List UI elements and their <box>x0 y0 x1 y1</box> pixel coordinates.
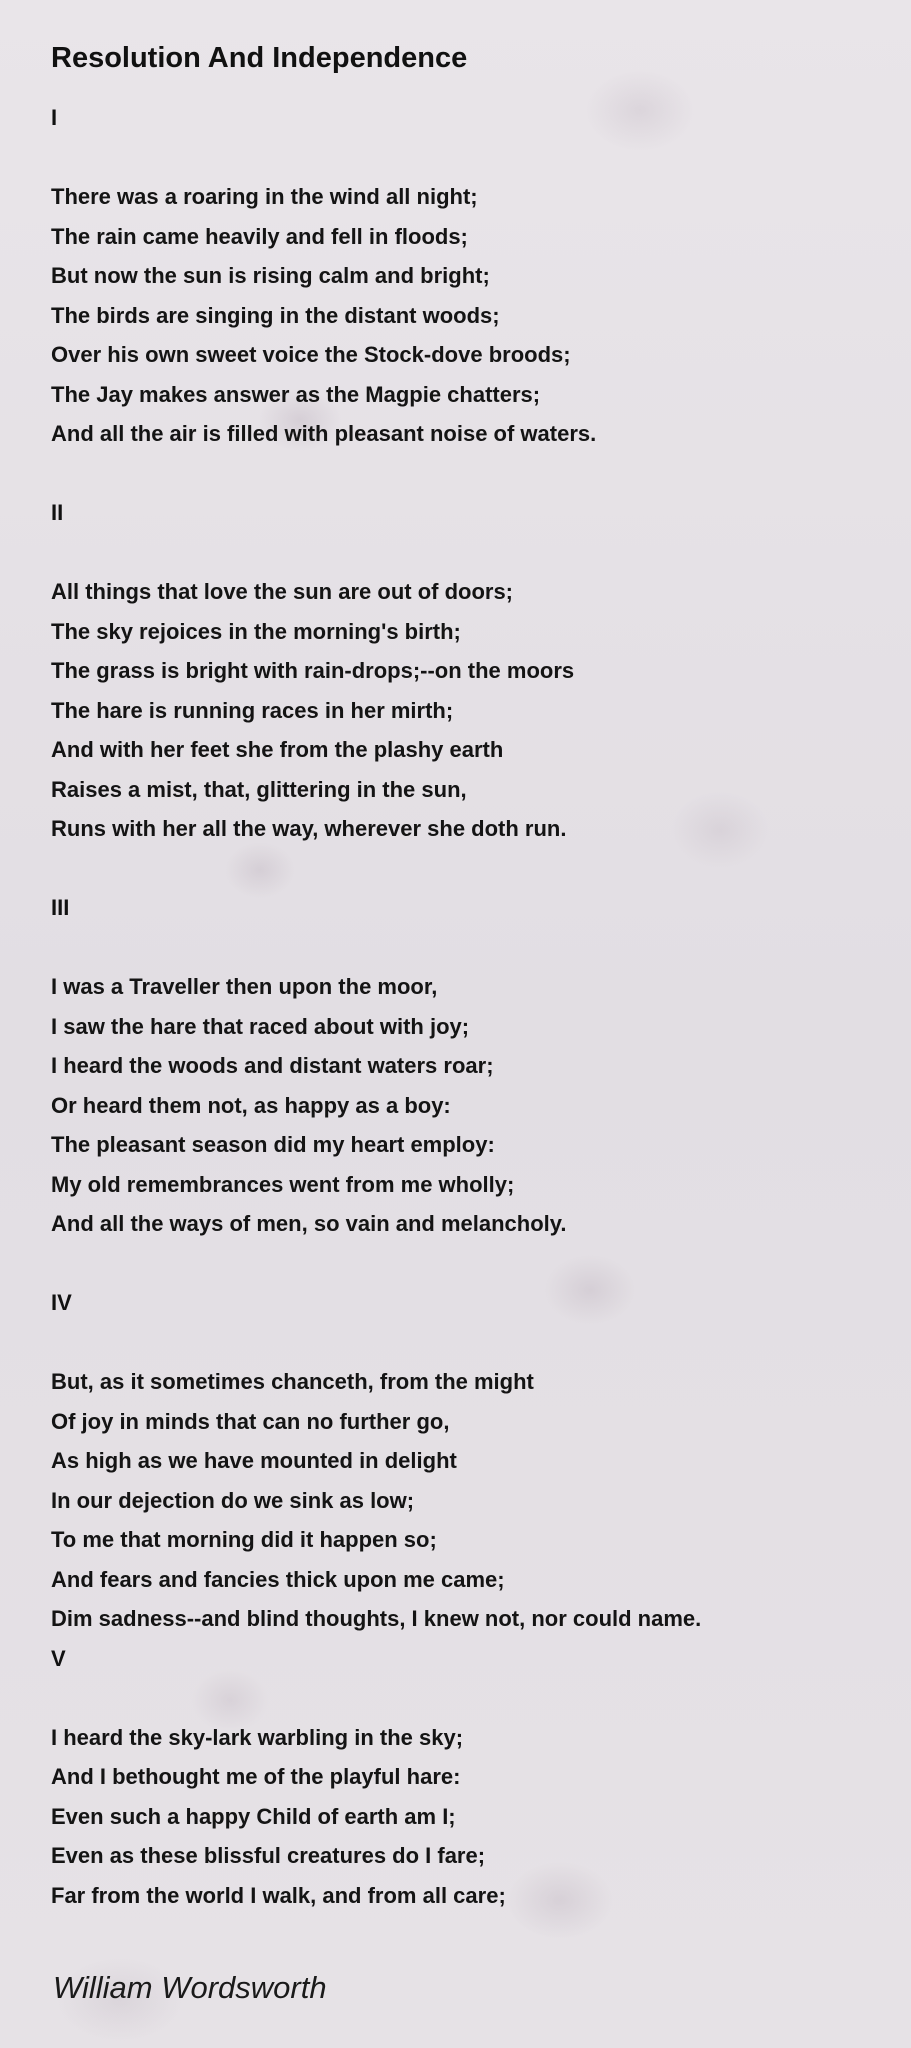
poem-line: I heard the sky-lark warbling in the sky; <box>51 1724 464 1750</box>
stanza-spacer <box>51 849 891 889</box>
poem-line: The hare is running races in her mirth; <box>51 697 454 723</box>
poem-line: But now the sun is rising calm and bright; <box>51 263 490 288</box>
poem-line: The sky rejoices in the morning's birth; <box>51 618 461 644</box>
poem-line: All things that love the sun are out of doors; <box>51 579 514 604</box>
stanza-spacer <box>51 454 891 494</box>
poem-line: And I bethought me of the playful hare: <box>51 1764 461 1789</box>
poem-line: I was a Traveller then upon the moor, <box>51 974 438 999</box>
stanza-spacer <box>51 1678 891 1718</box>
title-spacer <box>51 78 891 98</box>
poem-line: Raises a mist, that, glittering in the sun, <box>51 776 467 802</box>
poem-line: There was a roaring in the wind all night; <box>51 184 478 209</box>
poem-line: Runs with her all the way, wherever she doth run. <box>51 816 567 841</box>
poem-line: I heard the woods and distant waters roar; <box>51 1053 494 1078</box>
poem-line: As high as we have mounted in delight <box>51 1448 457 1473</box>
poem-line: The rain came heavily and fell in floods; <box>51 223 468 249</box>
stanza-heading: III <box>51 895 70 920</box>
poem-line: Far from the world I walk, and from all care; <box>51 1882 506 1908</box>
poem-line: Even such a happy Child of earth am I; <box>51 1803 456 1829</box>
stanza-heading: I <box>51 105 58 130</box>
poem-line: Or heard them not, as happy as a boy: <box>51 1092 451 1118</box>
poem-line: And all the ways of men, so vain and melancholy. <box>51 1211 567 1236</box>
stanza-2 <box>51 493 891 888</box>
poem-line: I saw the hare that raced about with joy; <box>51 1013 470 1039</box>
poem-line: My old remembrances went from me wholly; <box>51 1171 515 1197</box>
stanza-spacer <box>51 533 891 573</box>
poem-line: And all the air is filled with pleasant noise of waters. <box>51 421 597 446</box>
poem-line: But, as it sometimes chanceth, from the might <box>51 1369 534 1394</box>
stanza-spacer <box>51 1244 891 1284</box>
poem-line: Of joy in minds that can no further go, <box>51 1408 450 1434</box>
poem-line: The grass is bright with rain-drops;--on the moors <box>51 658 575 683</box>
poem-title: Resolution And Independence <box>51 42 468 74</box>
stanza-heading: IV <box>51 1290 72 1315</box>
stanza-heading: V <box>51 1645 66 1671</box>
stanza-4 <box>51 1283 891 1639</box>
stanza-spacer <box>51 138 891 178</box>
poem-line: Even as these blissful creatures do I fare; <box>51 1843 486 1868</box>
poem-line: The birds are singing in the distant woods; <box>51 302 500 328</box>
author-name: William Wordsworth <box>53 1970 327 2005</box>
poem-line: And with her feet she from the plashy earth <box>51 737 504 762</box>
poem-line: The pleasant season did my heart employ: <box>51 1132 495 1157</box>
stanza-5 <box>51 1639 891 1916</box>
poem-line: And fears and fancies thick upon me came; <box>51 1566 505 1592</box>
poem-container <box>51 38 891 1915</box>
stanza-spacer <box>51 1323 891 1363</box>
stanza-heading: II <box>51 500 64 525</box>
poem-line: To me that morning did it happen so; <box>51 1527 437 1552</box>
poem-line: Over his own sweet voice the Stock-dove broods; <box>51 342 571 367</box>
stanza-1 <box>51 98 891 493</box>
poem-line: Dim sadness--and blind thoughts, I knew not, nor could name. <box>51 1606 702 1631</box>
poem-line: In our dejection do we sink as low; <box>51 1487 415 1513</box>
stanza-3 <box>51 888 891 1283</box>
poem-line: The Jay makes answer as the Magpie chatters; <box>51 381 541 407</box>
stanza-spacer <box>51 928 891 968</box>
